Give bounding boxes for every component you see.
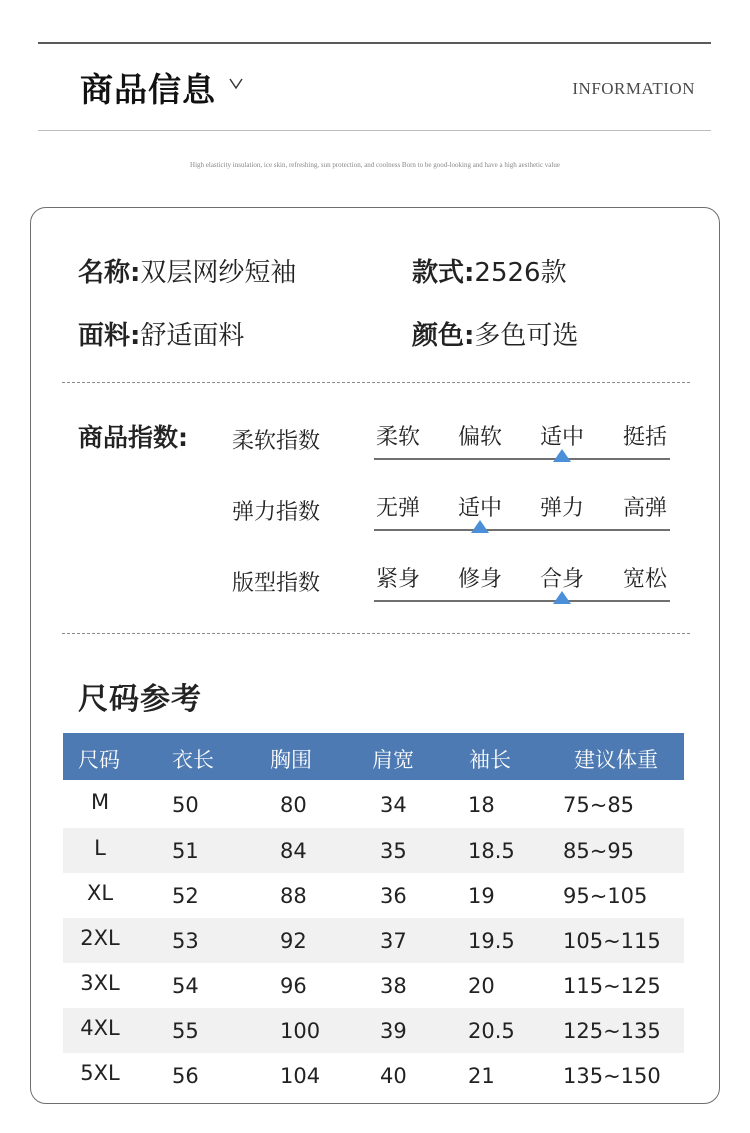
- attr-color-key: 颜色:: [412, 321, 475, 351]
- scale-option: 紧身: [375, 567, 420, 592]
- attr-color: [412, 315, 578, 352]
- table-cell: 115~125: [563, 974, 661, 998]
- scale-marker-icon: [553, 449, 571, 462]
- table-cell: 36: [380, 884, 407, 908]
- scale-option: 高弹: [622, 496, 667, 521]
- table-cell: 84: [280, 839, 307, 863]
- scale-line: [374, 600, 670, 602]
- size-chart-title: 尺码参考: [78, 682, 202, 717]
- table-cell: 96: [280, 974, 307, 998]
- table-cell: 39: [380, 1019, 407, 1043]
- index-label-fit: 版型指数: [232, 571, 321, 596]
- table-cell: 18: [468, 793, 495, 817]
- attr-style: [412, 252, 567, 289]
- scale-option: 无弹: [375, 496, 420, 521]
- softness-scale: [374, 420, 670, 480]
- column-header: 袖长: [469, 748, 511, 772]
- scale-option: 适中: [457, 496, 502, 521]
- attr-style-value: 2526款: [474, 258, 567, 288]
- table-cell: 34: [380, 793, 407, 817]
- scale-option: 宽松: [622, 567, 667, 592]
- table-row: [63, 1053, 684, 1098]
- attr-style-key: 款式:: [412, 258, 475, 288]
- section-title: 商品信息: [80, 70, 216, 109]
- table-cell: 55: [172, 1019, 199, 1043]
- scale-option: 修身: [457, 567, 502, 592]
- table-cell: 19: [468, 884, 495, 908]
- dashed-divider: [62, 382, 690, 383]
- table-cell: 75~85: [563, 793, 635, 817]
- table-cell: 2XL: [80, 926, 120, 950]
- scale-marker-icon: [553, 591, 571, 604]
- attr-fabric-key: 面料:: [78, 321, 141, 351]
- table-row: [63, 918, 684, 963]
- table-row: [63, 828, 684, 873]
- table-cell: 104: [280, 1064, 321, 1088]
- index-label-softness: 柔软指数: [232, 429, 321, 454]
- table-cell: XL: [86, 881, 114, 905]
- column-header: 衣长: [172, 748, 214, 772]
- header-divider: [38, 130, 711, 131]
- table-cell: 80: [280, 793, 307, 817]
- attr-fabric: [78, 315, 244, 352]
- index-title: 商品指数:: [78, 423, 188, 452]
- chevron-down-icon: [229, 76, 243, 90]
- table-cell: 35: [380, 839, 407, 863]
- attr-name-value: 双层网纱短袖: [140, 258, 297, 288]
- scale-option: 合身: [539, 567, 584, 592]
- table-cell: 53: [172, 929, 199, 953]
- table-cell: 19.5: [468, 929, 515, 953]
- scale-option: 适中: [539, 425, 584, 450]
- tagline: High elasticity insulation, ice skin, refreshing, sun protection, and coolness Born to be good-looking and have a high aesthetic value: [190, 161, 560, 169]
- table-cell: 50: [172, 793, 199, 817]
- table-cell: 40: [380, 1064, 407, 1088]
- table-cell: 135~150: [563, 1064, 661, 1088]
- dashed-divider: [62, 633, 690, 634]
- column-header: 尺码: [78, 748, 120, 772]
- table-cell: 3XL: [80, 971, 120, 995]
- table-cell: 105~115: [563, 929, 661, 953]
- scale-option: 柔软: [375, 425, 420, 450]
- scale-option: 挺括: [622, 425, 667, 450]
- table-cell: 37: [380, 929, 407, 953]
- scale-option: 弹力: [539, 496, 584, 521]
- table-row: [63, 963, 684, 1008]
- scale-option: 偏软: [457, 425, 502, 450]
- table-cell: 21: [468, 1064, 495, 1088]
- table-cell: L: [94, 836, 106, 860]
- table-cell: 95~105: [563, 884, 648, 908]
- table-cell: 54: [172, 974, 199, 998]
- table-cell: 20: [468, 974, 495, 998]
- elasticity-scale: [374, 491, 670, 551]
- table-cell: 20.5: [468, 1019, 515, 1043]
- table-cell: 5XL: [80, 1061, 120, 1085]
- table-cell: 52: [172, 884, 199, 908]
- table-cell: 51: [172, 839, 199, 863]
- table-cell: 38: [380, 974, 407, 998]
- attr-name-key: 名称:: [78, 258, 141, 288]
- scale-line: [374, 458, 670, 460]
- fit-scale: [374, 562, 670, 622]
- scale-line: [374, 529, 670, 531]
- attr-color-value: 多色可选: [474, 321, 579, 351]
- table-cell: 85~95: [563, 839, 635, 863]
- attr-name: [78, 252, 296, 289]
- table-row: [63, 873, 684, 918]
- top-divider: [38, 42, 711, 44]
- table-cell: 100: [280, 1019, 321, 1043]
- table-cell: 92: [280, 929, 307, 953]
- table-cell: M: [90, 790, 110, 814]
- size-table-header: [63, 733, 684, 780]
- table-cell: 88: [280, 884, 307, 908]
- column-header: 胸围: [270, 748, 312, 772]
- table-cell: 125~135: [563, 1019, 661, 1043]
- section-english-title: INFORMATION: [572, 79, 695, 98]
- table-cell: 18.5: [468, 839, 515, 863]
- column-header: 肩宽: [372, 748, 414, 772]
- table-cell: 56: [172, 1064, 199, 1088]
- table-cell: 4XL: [80, 1016, 120, 1040]
- column-header: 建议体重: [574, 748, 658, 772]
- table-row: [63, 1008, 684, 1053]
- index-label-elasticity: 弹力指数: [232, 500, 321, 525]
- scale-marker-icon: [471, 520, 489, 533]
- table-row: [63, 782, 684, 827]
- attr-fabric-value: 舒适面料: [140, 321, 245, 351]
